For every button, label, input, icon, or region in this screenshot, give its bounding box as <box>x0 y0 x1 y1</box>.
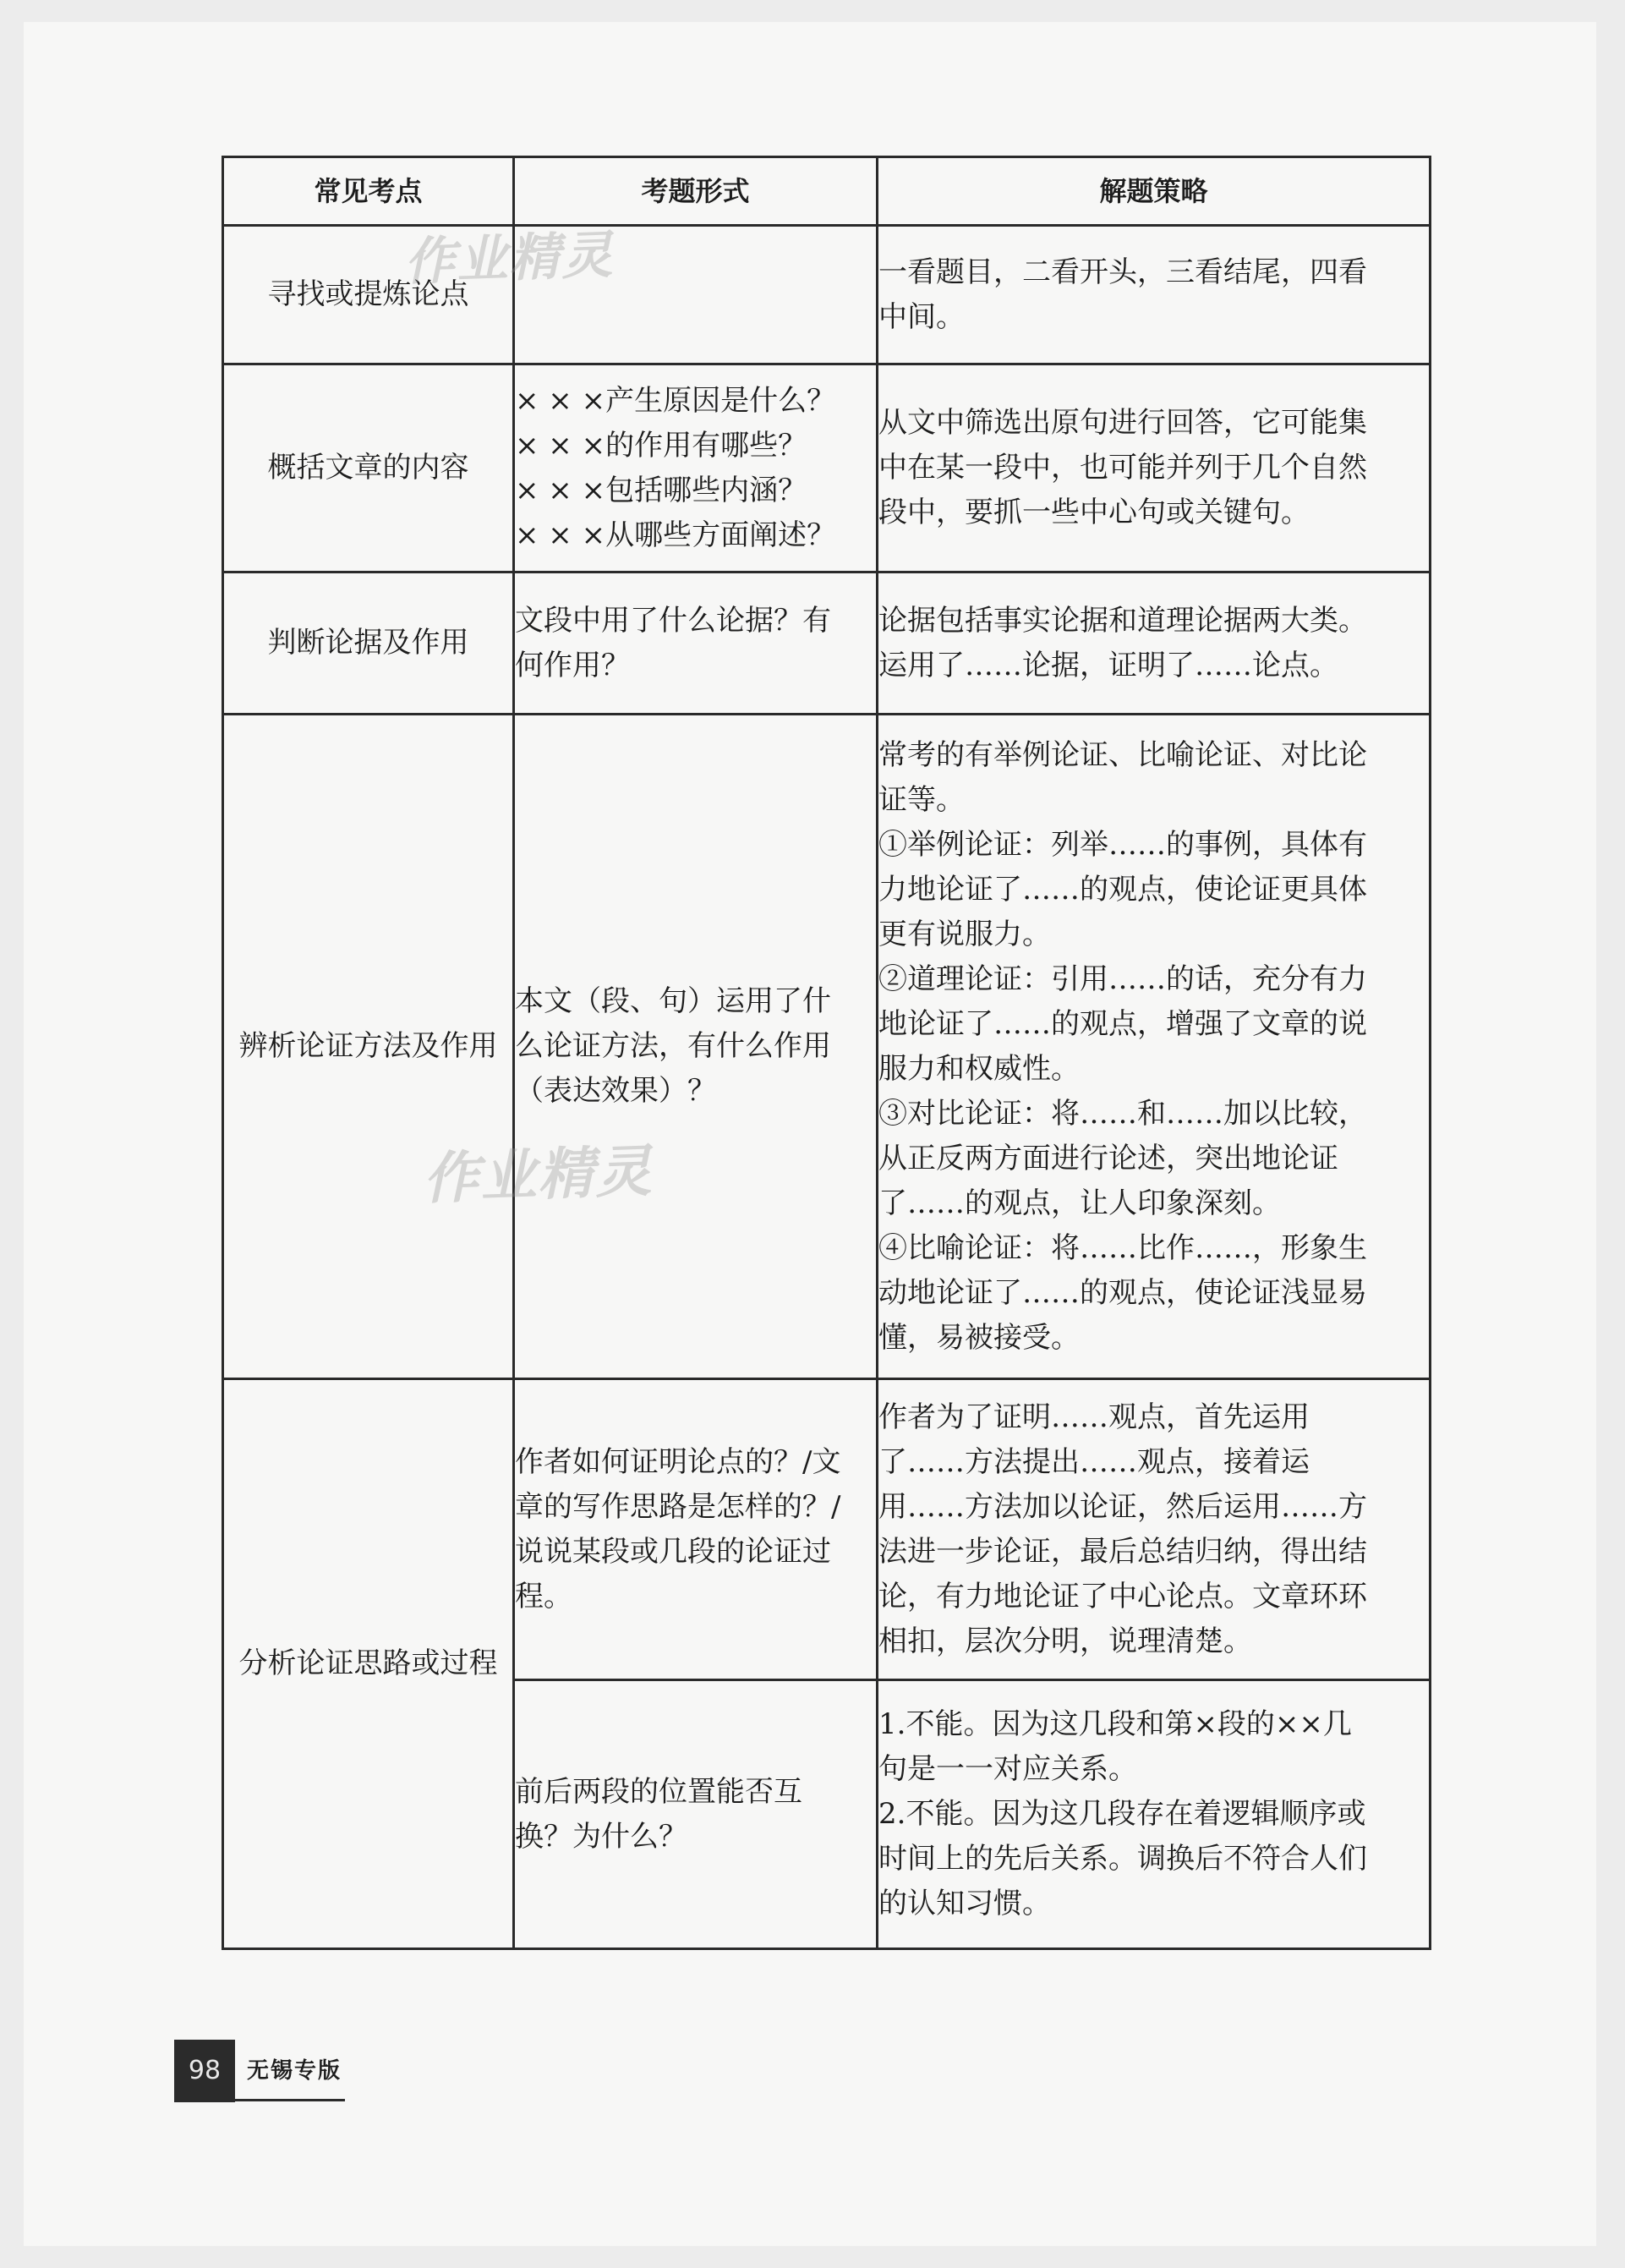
form-cell <box>514 1379 878 1680</box>
topic-cell: 分析论证思路或过程 <box>223 1379 514 1949</box>
strategy-cell <box>878 364 1431 572</box>
table-row <box>223 572 1431 715</box>
watermark: 作业精灵 <box>421 1138 654 1212</box>
edition-label: 无锡专版 <box>247 2058 342 2084</box>
strategy-line: 常考的有举例论证、比喻论证、对比论 <box>878 737 1367 772</box>
strategy-line: 中在某一段中，也可能并列于几个自然 <box>878 451 1367 485</box>
strategy-line: ④比喻论证：将……比作……，形象生 <box>878 1230 1367 1265</box>
header-form: 考题形式 <box>514 157 878 226</box>
strategy-line: 从正反两方面进行论述，突出地论证 <box>878 1141 1338 1175</box>
strategy-line: 懂，易被接受。 <box>878 1320 1080 1355</box>
strategy-line: 运用了……论据，证明了……论点。 <box>878 648 1338 682</box>
form-cell <box>514 572 878 715</box>
strategy-cell <box>878 715 1431 1379</box>
strategy-line: 的认知习惯。 <box>878 1887 1051 1920</box>
form-line: 作者如何证明论点的？/文 <box>515 1444 841 1479</box>
strategy-line: ①举例论证：列举……的事例，具体有 <box>878 827 1367 862</box>
strategy-line: 从文中筛选出原句进行回答，它可能集 <box>878 406 1367 440</box>
form-line: × × ×从哪些方面阐述？ <box>515 518 836 552</box>
form-cell <box>514 1680 878 1949</box>
table-header-row <box>223 157 1431 226</box>
header-strategy: 解题策略 <box>878 157 1431 226</box>
strategy-line: 1.不能。因为这几段和第×段的××几 <box>878 1707 1352 1741</box>
strategy-line: 地论证了……的观点，增强了文章的说 <box>878 1006 1367 1041</box>
strategy-line: 证等。 <box>878 782 965 817</box>
strategy-line: 论，有力地论证了中心论点。文章环环 <box>878 1579 1367 1613</box>
form-line: 何作用？ <box>515 648 630 682</box>
page-number: 98 <box>174 2040 235 2102</box>
strategy-line: 段中，要抓一些中心句或关键句。 <box>878 496 1310 529</box>
form-line: × × ×包括哪些内涵？ <box>515 473 807 507</box>
strategy-line: 更有说服力。 <box>878 917 1051 951</box>
strategy-line: 了……的观点，让人印象深刻。 <box>878 1186 1281 1220</box>
topic-cell: 辨析论证方法及作用 <box>223 715 514 1379</box>
strategy-cell <box>878 226 1431 364</box>
strategy-line: 动地论证了……的观点，使论证浅显易 <box>878 1275 1367 1310</box>
topic-cell: 寻找或提炼论点 <box>223 226 514 364</box>
form-cell <box>514 715 878 1379</box>
strategy-line: 论据包括事实论据和道理论据两大类。 <box>878 603 1367 638</box>
strategy-cell <box>878 1379 1431 1680</box>
strategy-line: 时间上的先后关系。调换后不符合人们 <box>878 1842 1367 1876</box>
strategy-line: 服力和权威性。 <box>878 1051 1080 1086</box>
exam-strategy-table <box>222 156 1431 1950</box>
form-line: 前后两段的位置能否互 <box>515 1774 802 1809</box>
strategy-line: 2.不能。因为这几段存在着逻辑顺序或 <box>878 1797 1366 1831</box>
topic-cell: 判断论据及作用 <box>223 572 514 715</box>
strategy-line: 用……方法加以论证，然后运用……方 <box>878 1489 1367 1524</box>
form-cell <box>514 364 878 572</box>
table-row <box>223 715 1431 1379</box>
form-line: 程。 <box>515 1579 572 1613</box>
table-row <box>223 1379 1431 1680</box>
form-line: × × ×的作用有哪些？ <box>515 428 807 463</box>
form-line: 章的写作思路是怎样的？/ <box>515 1489 841 1524</box>
topic-cell: 概括文章的内容 <box>223 364 514 572</box>
form-line: 换？为什么？ <box>515 1819 687 1854</box>
strategy-line: ③对比论证：将……和……加以比较， <box>878 1096 1367 1131</box>
strategy-cell <box>878 1680 1431 1949</box>
form-line: （表达效果）？ <box>515 1074 716 1108</box>
strategy-line: 中间。 <box>878 299 965 334</box>
footer-rule <box>235 2099 345 2101</box>
form-line: 么论证方法，有什么作用 <box>515 1029 831 1063</box>
strategy-line: 作者为了证明……观点，首先运用 <box>878 1400 1310 1434</box>
watermark: 作业精灵 <box>403 225 616 293</box>
strategy-line: 了……方法提出……观点，接着运 <box>878 1444 1310 1479</box>
strategy-line: ②道理论证：引用……的话，充分有力 <box>878 961 1367 996</box>
header-topic: 常见考点 <box>223 157 514 226</box>
form-line: 说说某段或几段的论证过 <box>515 1534 831 1569</box>
table-row <box>223 364 1431 572</box>
strategy-line: 句是一一对应关系。 <box>878 1752 1137 1786</box>
strategy-line: 法进一步论证，最后总结归纳，得出结 <box>878 1534 1367 1569</box>
strategy-line: 一看题目，二看开头，三看结尾，四看 <box>878 255 1367 289</box>
strategy-line: 力地论证了……的观点，使论证更具体 <box>878 872 1367 907</box>
strategy-line: 相扣，层次分明，说理清楚。 <box>878 1624 1252 1658</box>
form-line: 本文（段、句）运用了什 <box>515 984 831 1018</box>
strategy-cell <box>878 572 1431 715</box>
form-line: × × ×产生原因是什么？ <box>515 383 836 418</box>
form-line: 文段中用了什么论据？有 <box>515 603 831 638</box>
